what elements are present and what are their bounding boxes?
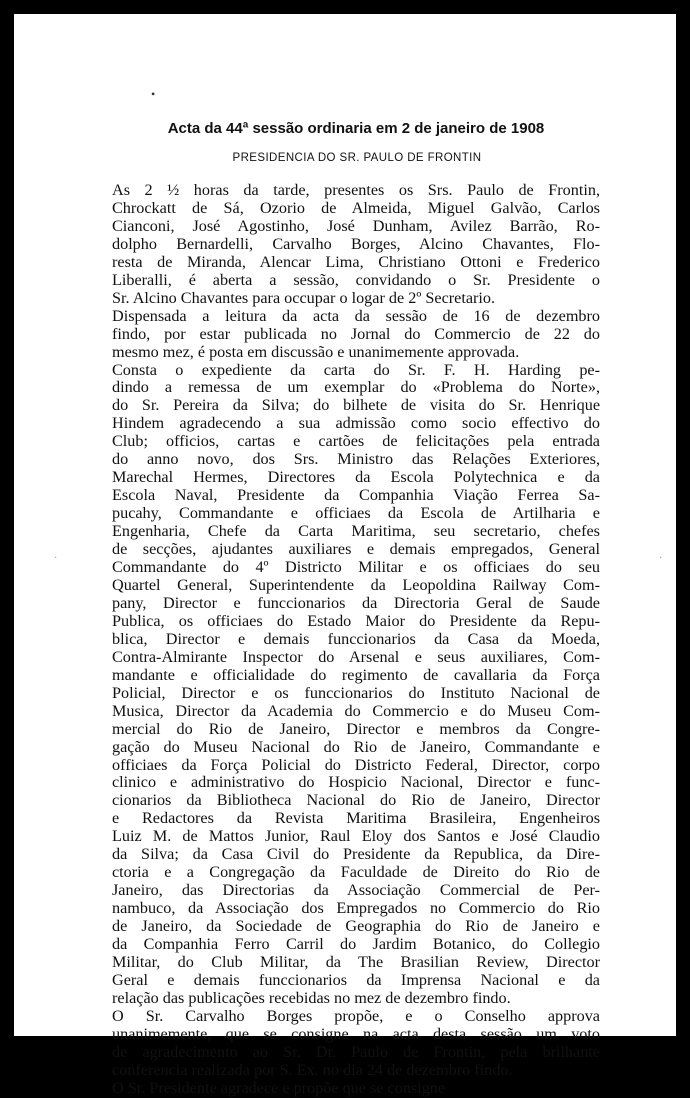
- paragraph: [90, 308, 600, 362]
- text-line: Chrockatt de Sá, Ozorio de Almeida, Miguel Galvão, Carlos: [112, 198, 600, 217]
- minutes-body: [90, 182, 600, 1098]
- ink-speck: •: [151, 87, 156, 101]
- text-line: mesmo mez, é posta em discussão e unanimemente approvada.: [112, 342, 520, 361]
- text-line: Engenharia, Chefe da Carta Maritima, seu secretario, chefes: [112, 522, 600, 541]
- margin-mark-right: ·: [659, 553, 663, 564]
- text-line: mandante e officialidade do regimento de cavallaria da Força: [112, 665, 600, 684]
- text-line: Contra-Almirante Inspector do Arsenal e seus auxiliares, Com-: [112, 647, 600, 666]
- text-line: mercial do Rio de Janeiro, Director e membros da Congre-: [112, 719, 600, 738]
- text-line: Dispensada a leitura da acta da sessão de 16 de dezembro: [112, 306, 600, 325]
- text-line: e Redactores da Revista Maritima Brasileira, Engenheiros: [112, 809, 600, 828]
- text-line: Musica, Director da Academia do Commercio e do Museu Com-: [112, 701, 600, 720]
- text-line: Marechal Hermes, Directores da Escola Polytechnica e da: [112, 468, 600, 487]
- text-line: pany, Director e funccionarios da Directoria Geral de Saude: [112, 593, 600, 612]
- text-line: O Sr. Presidente agradece e propõe que se consigne: [112, 1078, 446, 1097]
- text-line: dindo a remessa de um exemplar do «Problema do Norte»,: [112, 378, 600, 397]
- text-line: Escola Naval, Presidente da Companhia Viação Ferrea Sa-: [112, 486, 600, 505]
- text-line: Consta o expediente da carta do Sr. F. H. Harding pe-: [112, 360, 600, 379]
- text-line: nambuco, da Associação dos Empregados no Commercio do Rio: [112, 899, 600, 918]
- text-line: Sr. Alcino Chavantes para occupar o logar de 2º Secretario.: [112, 288, 496, 307]
- text-line: resta de Miranda, Alencar Lima, Christiano Ottoni e Frederico: [112, 252, 600, 271]
- text-line: Luiz M. de Mattos Junior, Raul Eloy dos Santos e José Claudio: [112, 827, 600, 846]
- text-line: ctoria e a Congregação da Faculdade de Direito do Rio de: [112, 863, 600, 882]
- margin-mark-left: ·: [54, 553, 58, 564]
- presidency-subtitle: PRESIDENCIA DO SR. PAULO DE FRONTIN: [232, 152, 482, 164]
- text-line: Quartel General, Superintendente da Leopoldina Railway Com-: [112, 575, 600, 594]
- text-line: Club; officios, cartas e cartões de felicitações pela entrada: [112, 432, 600, 451]
- paragraph: [90, 182, 600, 308]
- text-line: do anno novo, dos Srs. Ministro das Relações Exteriores,: [112, 450, 600, 469]
- text-line: conferencia realizada por S. Ex. no dia 24 de dezembro findo.: [112, 1060, 513, 1079]
- paragraph: [90, 362, 600, 1008]
- text-line: Hindem agradecendo a sua admissão como socio effectivo do: [112, 414, 600, 433]
- text-line: Policial, Director e os funccionarios do Instituto Nacional de: [112, 683, 600, 702]
- text-line: officiaes da Força Policial do Districto Federal, Director, corpo: [112, 755, 600, 774]
- text-line: Commandante do 4º Districto Militar e os officiaes do seu: [112, 558, 600, 577]
- text-line: da Companhia Ferro Carril do Jardim Botanico, do Collegio: [112, 935, 600, 954]
- paragraph: [90, 1080, 600, 1098]
- text-line: Geral e demais funccionarios da Imprensa Nacional e da: [112, 970, 600, 989]
- text-line: Janeiro, das Directorias da Associação Commercial de Per-: [112, 881, 600, 900]
- document-page: [14, 14, 676, 1097]
- text-line: do Sr. Pereira da Silva; do bilhete de visita do Sr. Henrique: [112, 396, 600, 415]
- text-line: unanimemente, que se consigne na acta desta sessão um voto: [112, 1024, 600, 1043]
- text-line: relação das publicações recebidas no mez de dezembro findo.: [112, 988, 511, 1007]
- text-line: cionarios da Bibliotheca Nacional do Rio de Janeiro, Director: [112, 791, 600, 810]
- text-line: As 2 ½ horas da tarde, presentes os Srs. Paulo de Frontin,: [112, 181, 600, 199]
- text-line: da Silva; da Casa Civil do Presidente da Republica, da Dire-: [112, 845, 600, 864]
- text-line: pucahy, Commandante e officiaes da Escola de Artilharia e: [112, 504, 600, 523]
- text-line: de agradecimento ao Sr. Dr. Paulo de Frontin, pela brilhante: [112, 1042, 600, 1061]
- text-line: Cianconi, José Agostinho, José Dunham, Avilez Barrão, Ro-: [112, 216, 600, 235]
- minutes-title: Acta da 44ª sessão ordinaria em 2 de janeiro de 1908: [167, 120, 545, 137]
- text-line: O Sr. Carvalho Borges propõe, e o Conselho approva: [112, 1006, 600, 1025]
- text-line: findo, por estar publicada no Jornal do Commercio de 22 do: [112, 324, 600, 343]
- text-line: clinico e administrativo do Hospicio Nacional, Director e func-: [112, 773, 600, 792]
- text-line: de secções, ajudantes auxiliares e demais empregados, General: [112, 540, 600, 559]
- text-line: gação do Museu Nacional do Rio de Janeiro, Commandante e: [112, 737, 600, 756]
- text-line: blica, Director e demais funccionarios da Casa da Moeda,: [112, 629, 600, 648]
- text-line: Militar, do Club Militar, da The Brasilian Review, Director: [112, 952, 600, 971]
- paragraph: [90, 1008, 600, 1080]
- text-line: Liberalli, é aberta a sessão, convidando o Sr. Presidente o: [112, 270, 600, 289]
- text-line: Publica, os officiaes do Estado Maior do Presidente da Repu-: [112, 611, 600, 630]
- text-line: dolpho Bernardelli, Carvalho Borges, Alcino Chavantes, Flo-: [112, 234, 600, 253]
- text-line: de Janeiro, da Sociedade de Geographia do Rio de Janeiro e: [112, 917, 600, 936]
